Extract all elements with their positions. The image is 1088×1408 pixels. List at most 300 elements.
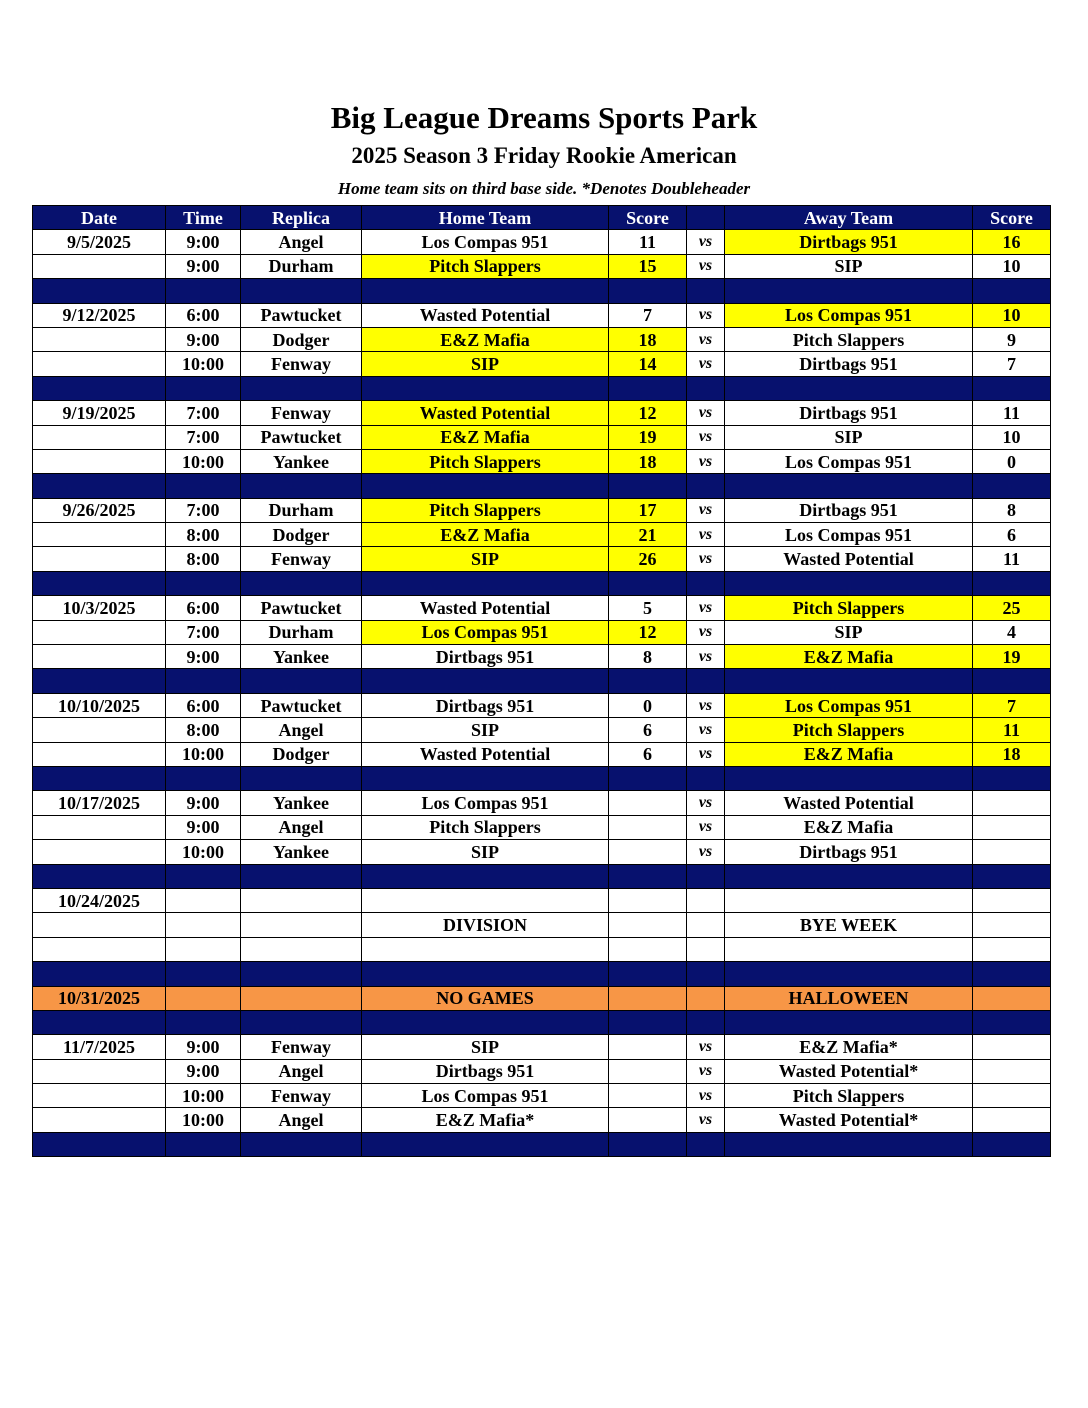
schedule-table: [32, 205, 1051, 1157]
cell-home-score: 18: [609, 327, 687, 351]
separator-cell: [362, 571, 609, 595]
cell-away-score: 8: [973, 498, 1051, 522]
cell-vs: [687, 986, 725, 1010]
week-separator-row: [33, 1132, 1051, 1156]
cell-away-team: Pitch Slappers: [725, 327, 973, 351]
cell-away-score: 10: [973, 254, 1051, 278]
cell-replica: Dodger: [241, 523, 362, 547]
cell-date: [33, 547, 166, 571]
cell-home-score: 21: [609, 523, 687, 547]
cell-time: 10:00: [166, 1108, 241, 1132]
separator-cell: [973, 864, 1051, 888]
cell-home-score: [609, 937, 687, 961]
cell-vs: vs: [687, 547, 725, 571]
cell-replica: Angel: [241, 815, 362, 839]
separator-cell: [33, 1010, 166, 1034]
cell-time: 7:00: [166, 401, 241, 425]
separator-cell: [241, 766, 362, 790]
cell-replica: Pawtucket: [241, 303, 362, 327]
cell-time: [166, 986, 241, 1010]
cell-home-score: 8: [609, 645, 687, 669]
cell-away-score: 18: [973, 742, 1051, 766]
cell-time: 10:00: [166, 352, 241, 376]
cell-date: [33, 327, 166, 351]
separator-cell: [362, 864, 609, 888]
cell-home-team: E&Z Mafia: [362, 523, 609, 547]
week-separator-row: [33, 279, 1051, 303]
cell-home-score: 19: [609, 425, 687, 449]
cell-home-score: [609, 815, 687, 839]
cell-vs: [687, 937, 725, 961]
separator-cell: [725, 376, 973, 400]
separator-cell: [973, 1132, 1051, 1156]
separator-cell: [687, 1010, 725, 1034]
cell-home-team: Pitch Slappers: [362, 815, 609, 839]
cell-away-score: 10: [973, 303, 1051, 327]
game-row: [33, 620, 1051, 644]
separator-cell: [687, 474, 725, 498]
cell-vs: vs: [687, 254, 725, 278]
cell-vs: vs: [687, 791, 725, 815]
separator-cell: [241, 1132, 362, 1156]
cell-away-score: 10: [973, 425, 1051, 449]
separator-cell: [166, 474, 241, 498]
cell-home-team: SIP: [362, 840, 609, 864]
cell-home-team: Los Compas 951: [362, 230, 609, 254]
game-row: [33, 1084, 1051, 1108]
cell-away-score: [973, 1035, 1051, 1059]
separator-cell: [973, 766, 1051, 790]
game-row: [33, 888, 1051, 912]
cell-vs: vs: [687, 1084, 725, 1108]
cell-vs: vs: [687, 1059, 725, 1083]
cell-home-team: [362, 888, 609, 912]
cell-time: 9:00: [166, 1035, 241, 1059]
cell-time: [166, 888, 241, 912]
cell-vs: vs: [687, 401, 725, 425]
separator-cell: [687, 864, 725, 888]
cell-away-score: 9: [973, 327, 1051, 351]
separator-cell: [166, 1010, 241, 1034]
separator-cell: [362, 376, 609, 400]
cell-away-team: Wasted Potential: [725, 791, 973, 815]
cell-home-score: 15: [609, 254, 687, 278]
page-subtitle: 2025 Season 3 Friday Rookie American: [351, 143, 737, 168]
cell-away-score: [973, 937, 1051, 961]
cell-home-score: [609, 1035, 687, 1059]
cell-home-score: [609, 986, 687, 1010]
cell-time: 10:00: [166, 840, 241, 864]
cell-away-team: [725, 937, 973, 961]
separator-cell: [609, 1132, 687, 1156]
separator-cell: [687, 962, 725, 986]
cell-time: 8:00: [166, 547, 241, 571]
cell-away-team: Pitch Slappers: [725, 596, 973, 620]
game-row: [33, 327, 1051, 351]
cell-home-score: 26: [609, 547, 687, 571]
cell-away-team: Pitch Slappers: [725, 1084, 973, 1108]
cell-replica: [241, 937, 362, 961]
cell-replica: Fenway: [241, 1035, 362, 1059]
col-header-home-score: Score: [609, 206, 687, 230]
separator-cell: [33, 766, 166, 790]
cell-away-score: 7: [973, 693, 1051, 717]
week-separator-row: [33, 376, 1051, 400]
separator-cell: [687, 766, 725, 790]
cell-home-team: Los Compas 951: [362, 1084, 609, 1108]
cell-vs: vs: [687, 352, 725, 376]
cell-time: 10:00: [166, 449, 241, 473]
cell-away-team: E&Z Mafia: [725, 742, 973, 766]
game-row: [33, 1108, 1051, 1132]
cell-replica: [241, 913, 362, 937]
separator-cell: [33, 474, 166, 498]
separator-cell: [609, 669, 687, 693]
cell-away-score: [973, 888, 1051, 912]
game-row: [33, 1035, 1051, 1059]
cell-home-score: [609, 1084, 687, 1108]
cell-replica: Durham: [241, 254, 362, 278]
separator-cell: [609, 474, 687, 498]
cell-replica: Angel: [241, 718, 362, 742]
cell-vs: vs: [687, 1035, 725, 1059]
col-header-vs: [687, 206, 725, 230]
separator-cell: [241, 962, 362, 986]
separator-cell: [609, 279, 687, 303]
separator-cell: [609, 766, 687, 790]
cell-vs: vs: [687, 327, 725, 351]
cell-time: 6:00: [166, 303, 241, 327]
cell-away-score: 11: [973, 401, 1051, 425]
separator-cell: [166, 669, 241, 693]
separator-cell: [725, 1132, 973, 1156]
cell-replica: Fenway: [241, 401, 362, 425]
cell-replica: [241, 888, 362, 912]
game-row: [33, 449, 1051, 473]
cell-time: 8:00: [166, 523, 241, 547]
cell-date: [33, 254, 166, 278]
separator-cell: [33, 962, 166, 986]
cell-time: 10:00: [166, 1084, 241, 1108]
cell-date: 9/26/2025: [33, 498, 166, 522]
cell-vs: vs: [687, 645, 725, 669]
separator-cell: [973, 571, 1051, 595]
separator-cell: [687, 376, 725, 400]
cell-away-score: [973, 913, 1051, 937]
cell-home-score: 14: [609, 352, 687, 376]
cell-time: 7:00: [166, 498, 241, 522]
cell-home-score: 12: [609, 401, 687, 425]
separator-cell: [241, 474, 362, 498]
cell-vs: vs: [687, 718, 725, 742]
cell-home-team: E&Z Mafia: [362, 425, 609, 449]
separator-cell: [166, 766, 241, 790]
cell-away-score: [973, 815, 1051, 839]
cell-away-score: 11: [973, 718, 1051, 742]
cell-vs: vs: [687, 693, 725, 717]
week-separator-row: [33, 864, 1051, 888]
cell-home-team: Pitch Slappers: [362, 254, 609, 278]
cell-away-team: Dirtbags 951: [725, 352, 973, 376]
separator-cell: [609, 962, 687, 986]
week-separator-row: [33, 1010, 1051, 1034]
game-row: [33, 815, 1051, 839]
cell-away-team: Wasted Potential: [725, 547, 973, 571]
cell-time: 10:00: [166, 742, 241, 766]
game-row: [33, 425, 1051, 449]
cell-away-team: E&Z Mafia: [725, 815, 973, 839]
cell-home-team: Wasted Potential: [362, 596, 609, 620]
cell-home-score: 17: [609, 498, 687, 522]
cell-away-team: Wasted Potential*: [725, 1108, 973, 1132]
separator-cell: [362, 1010, 609, 1034]
cell-replica: Dodger: [241, 742, 362, 766]
game-row: [33, 645, 1051, 669]
cell-away-team: Dirtbags 951: [725, 401, 973, 425]
cell-time: 9:00: [166, 645, 241, 669]
cell-away-score: [973, 1059, 1051, 1083]
cell-replica: Yankee: [241, 449, 362, 473]
cell-date: [33, 620, 166, 644]
cell-replica: Angel: [241, 1108, 362, 1132]
cell-away-team: E&Z Mafia*: [725, 1035, 973, 1059]
cell-date: 10/3/2025: [33, 596, 166, 620]
cell-away-team: Wasted Potential*: [725, 1059, 973, 1083]
cell-away-team: Dirtbags 951: [725, 230, 973, 254]
cell-vs: vs: [687, 303, 725, 327]
cell-home-team: NO GAMES: [362, 986, 609, 1010]
cell-time: 9:00: [166, 230, 241, 254]
cell-away-score: 16: [973, 230, 1051, 254]
cell-home-team: SIP: [362, 1035, 609, 1059]
cell-home-score: 11: [609, 230, 687, 254]
separator-cell: [241, 376, 362, 400]
cell-date: 10/31/2025: [33, 986, 166, 1010]
cell-replica: Pawtucket: [241, 596, 362, 620]
cell-home-team: Dirtbags 951: [362, 1059, 609, 1083]
cell-date: [33, 1059, 166, 1083]
cell-away-score: [973, 840, 1051, 864]
separator-cell: [166, 1132, 241, 1156]
separator-cell: [241, 864, 362, 888]
game-row: [33, 303, 1051, 327]
cell-away-team: SIP: [725, 425, 973, 449]
cell-home-score: [609, 791, 687, 815]
cell-replica: Yankee: [241, 840, 362, 864]
cell-time: [166, 937, 241, 961]
col-header-away-score: Score: [973, 206, 1051, 230]
cell-away-score: 0: [973, 449, 1051, 473]
cell-replica: Fenway: [241, 1084, 362, 1108]
separator-cell: [725, 571, 973, 595]
col-header-replica: Replica: [241, 206, 362, 230]
cell-date: 9/5/2025: [33, 230, 166, 254]
cell-date: [33, 718, 166, 742]
separator-cell: [687, 571, 725, 595]
cell-away-team: Los Compas 951: [725, 449, 973, 473]
cell-date: [33, 449, 166, 473]
cell-away-team: BYE WEEK: [725, 913, 973, 937]
cell-home-score: [609, 840, 687, 864]
week-separator-row: [33, 962, 1051, 986]
col-header-home-team: Home Team: [362, 206, 609, 230]
separator-cell: [687, 279, 725, 303]
cell-home-score: 12: [609, 620, 687, 644]
separator-cell: [362, 1132, 609, 1156]
separator-cell: [166, 279, 241, 303]
game-row: [33, 230, 1051, 254]
separator-cell: [725, 474, 973, 498]
week-separator-row: [33, 766, 1051, 790]
separator-cell: [973, 1010, 1051, 1034]
cell-vs: vs: [687, 498, 725, 522]
cell-home-score: 6: [609, 742, 687, 766]
separator-cell: [609, 1010, 687, 1034]
cell-date: 10/17/2025: [33, 791, 166, 815]
cell-time: 6:00: [166, 596, 241, 620]
cell-home-score: [609, 1108, 687, 1132]
cell-date: [33, 840, 166, 864]
game-row: [33, 254, 1051, 278]
cell-date: 9/19/2025: [33, 401, 166, 425]
cell-away-team: Los Compas 951: [725, 303, 973, 327]
separator-cell: [609, 376, 687, 400]
separator-cell: [973, 474, 1051, 498]
table-header-row: [33, 206, 1051, 230]
cell-home-team: SIP: [362, 547, 609, 571]
cell-vs: [687, 913, 725, 937]
game-row: [33, 352, 1051, 376]
cell-replica: Yankee: [241, 645, 362, 669]
cell-replica: Dodger: [241, 327, 362, 351]
separator-cell: [687, 669, 725, 693]
cell-time: [166, 913, 241, 937]
separator-cell: [166, 864, 241, 888]
cell-time: 9:00: [166, 254, 241, 278]
cell-home-team: Dirtbags 951: [362, 693, 609, 717]
cell-home-score: 5: [609, 596, 687, 620]
cell-away-team: SIP: [725, 254, 973, 278]
cell-vs: vs: [687, 230, 725, 254]
cell-away-score: [973, 1084, 1051, 1108]
cell-replica: Durham: [241, 498, 362, 522]
week-separator-row: [33, 474, 1051, 498]
separator-cell: [725, 1010, 973, 1034]
cell-time: 7:00: [166, 425, 241, 449]
game-row: [33, 693, 1051, 717]
separator-cell: [241, 571, 362, 595]
game-row: [33, 791, 1051, 815]
separator-cell: [33, 669, 166, 693]
cell-away-score: 25: [973, 596, 1051, 620]
cell-vs: vs: [687, 742, 725, 766]
cell-date: [33, 1108, 166, 1132]
col-header-away-team: Away Team: [725, 206, 973, 230]
cell-vs: vs: [687, 449, 725, 473]
cell-replica: Fenway: [241, 547, 362, 571]
cell-replica: Angel: [241, 1059, 362, 1083]
cell-vs: vs: [687, 1108, 725, 1132]
cell-replica: Yankee: [241, 791, 362, 815]
cell-away-score: 6: [973, 523, 1051, 547]
separator-cell: [687, 1132, 725, 1156]
holiday-row: [33, 986, 1051, 1010]
game-row: [33, 840, 1051, 864]
cell-replica: Pawtucket: [241, 693, 362, 717]
col-header-time: Time: [166, 206, 241, 230]
separator-cell: [725, 962, 973, 986]
cell-time: 7:00: [166, 620, 241, 644]
cell-away-team: Dirtbags 951: [725, 840, 973, 864]
cell-away-team: Los Compas 951: [725, 523, 973, 547]
separator-cell: [241, 669, 362, 693]
cell-home-team: Pitch Slappers: [362, 449, 609, 473]
cell-away-score: [973, 986, 1051, 1010]
separator-cell: [33, 571, 166, 595]
separator-cell: [33, 376, 166, 400]
game-row: [33, 913, 1051, 937]
cell-home-team: E&Z Mafia*: [362, 1108, 609, 1132]
cell-home-team: Wasted Potential: [362, 303, 609, 327]
cell-time: 9:00: [166, 327, 241, 351]
separator-cell: [241, 279, 362, 303]
cell-away-team: HALLOWEEN: [725, 986, 973, 1010]
game-row: [33, 523, 1051, 547]
cell-date: 10/10/2025: [33, 693, 166, 717]
cell-home-team: Dirtbags 951: [362, 645, 609, 669]
cell-replica: Fenway: [241, 352, 362, 376]
cell-home-score: 18: [609, 449, 687, 473]
separator-cell: [166, 376, 241, 400]
cell-date: [33, 523, 166, 547]
separator-cell: [725, 669, 973, 693]
separator-cell: [609, 571, 687, 595]
cell-away-team: SIP: [725, 620, 973, 644]
cell-away-team: Dirtbags 951: [725, 498, 973, 522]
separator-cell: [973, 279, 1051, 303]
cell-home-score: [609, 888, 687, 912]
separator-cell: [973, 669, 1051, 693]
cell-vs: vs: [687, 840, 725, 864]
cell-vs: vs: [687, 620, 725, 644]
game-row: [33, 498, 1051, 522]
cell-away-team: Pitch Slappers: [725, 718, 973, 742]
week-separator-row: [33, 571, 1051, 595]
cell-home-team: DIVISION: [362, 913, 609, 937]
cell-away-score: 7: [973, 352, 1051, 376]
cell-home-team: Los Compas 951: [362, 791, 609, 815]
separator-cell: [725, 864, 973, 888]
separator-cell: [362, 766, 609, 790]
cell-home-team: Los Compas 951: [362, 620, 609, 644]
cell-replica: Angel: [241, 230, 362, 254]
game-row: [33, 401, 1051, 425]
cell-date: [33, 815, 166, 839]
cell-date: [33, 937, 166, 961]
game-row: [33, 1059, 1051, 1083]
separator-cell: [33, 279, 166, 303]
separator-cell: [609, 864, 687, 888]
week-separator-row: [33, 669, 1051, 693]
separator-cell: [166, 571, 241, 595]
cell-home-score: 7: [609, 303, 687, 327]
cell-away-team: E&Z Mafia: [725, 645, 973, 669]
schedule-note: Home team sits on third base side. *Denotes Doubleheader: [337, 179, 751, 198]
cell-away-score: [973, 791, 1051, 815]
separator-cell: [725, 279, 973, 303]
cell-date: 10/24/2025: [33, 888, 166, 912]
cell-home-score: [609, 913, 687, 937]
